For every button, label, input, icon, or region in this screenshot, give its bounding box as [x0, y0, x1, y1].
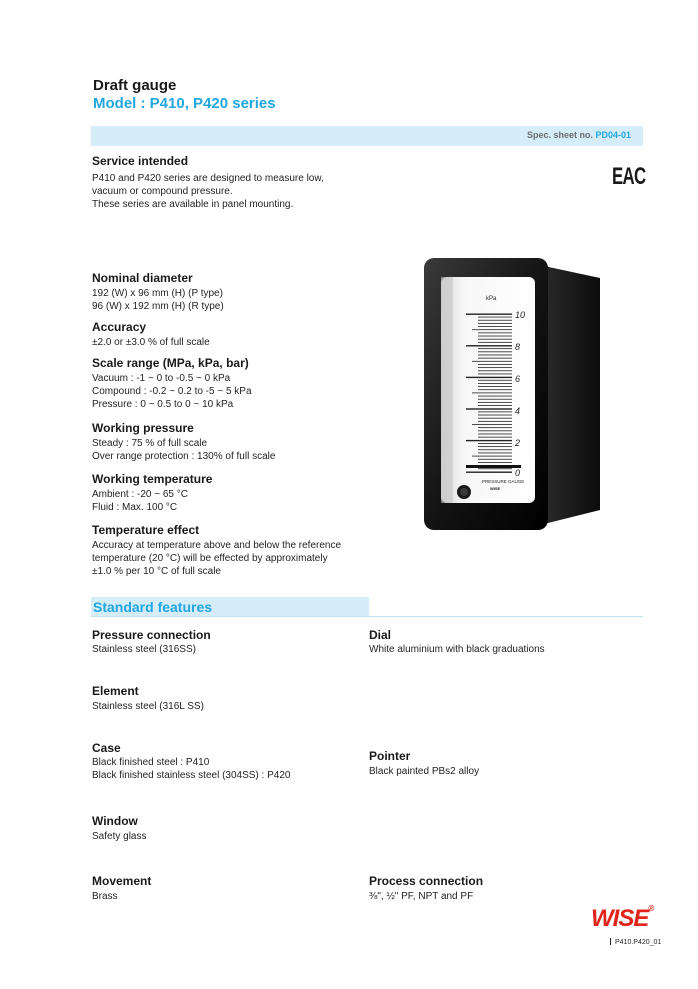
working-pressure-heading: Working pressure: [92, 421, 194, 435]
pressure-connection-text: [92, 643, 196, 656]
spec-sheet-code: PD04-01: [595, 130, 631, 140]
spec-line: Over range protection : 130% of full scale: [92, 451, 276, 462]
feature-line: Black finished stainless steel (304SS) : P420: [92, 770, 291, 781]
scale-tick: [478, 453, 512, 454]
scale-tick: [478, 443, 512, 444]
spec-line: 96 (W) x 192 mm (H) (R type): [92, 301, 224, 312]
scale-tick: [472, 456, 512, 457]
scale-tick: [478, 339, 512, 340]
dial-brand: WISE: [490, 486, 501, 491]
spec-line: Compound : -0.2 ~ 0.2 to -5 ~ 5 kPa: [92, 386, 252, 397]
feature-line: ⅜", ½" PF, NPT and PF: [369, 891, 474, 902]
scale-tick: [472, 329, 512, 330]
wise-logo: [591, 905, 653, 933]
scale-tick: [478, 462, 512, 463]
temperature-effect-heading: Temperature effect: [92, 523, 200, 537]
scale-tick: [478, 351, 512, 352]
scale-tick: [478, 402, 512, 403]
nominal-diameter-text: [92, 287, 224, 313]
standard-features-divider: [91, 616, 643, 617]
movement-text: [92, 890, 118, 903]
service-line: P410 and P420 series are designed to measure low,: [92, 173, 324, 184]
spec-line: Pressure : 0 ~ 0.5 to 0 ~ 10 kPa: [92, 399, 234, 410]
pressure-connection-heading: Pressure connection: [92, 628, 211, 642]
draft-gauge-product-image: [424, 258, 602, 530]
process-connection-text: [369, 890, 473, 903]
scale-tick: [466, 377, 512, 378]
case-side: [544, 266, 600, 524]
scale-tick: [478, 332, 512, 333]
service-line: These series are available in panel mounting.: [92, 199, 294, 210]
scale-tick: [478, 459, 512, 460]
model-title: Model : P410, P420 series: [93, 95, 276, 112]
nominal-diameter-heading: Nominal diameter: [92, 271, 193, 285]
pointer-heading: Pointer: [369, 749, 411, 763]
element-text: [92, 700, 204, 713]
scale-tick: [478, 415, 512, 416]
window-text: [92, 830, 146, 843]
scale-tick: [478, 389, 512, 390]
spec-line: Steady : 75 % of full scale: [92, 438, 208, 449]
standard-features-title: Standard features: [93, 599, 213, 615]
scale-tick: [478, 386, 512, 387]
working-temperature-text: [92, 488, 188, 514]
spec-sheet-number: [527, 130, 631, 140]
scale-tick: [466, 440, 512, 441]
spec-line: temperature (20 °C) will be effected by approximately: [92, 553, 328, 564]
scale-tick: [478, 336, 512, 337]
working-pressure-text: [92, 437, 275, 463]
spec-sheet-label: Spec. sheet no.: [526, 130, 596, 140]
dial-text: PRESSURE GAUGE: [482, 479, 525, 484]
feature-line: Brass: [92, 891, 118, 902]
scale-tick: [478, 405, 512, 406]
gauge-unit-label: kPa: [486, 296, 497, 302]
scale-tick: [478, 364, 512, 365]
scale-tick: [478, 370, 512, 371]
logo-text: WISE: [591, 905, 649, 932]
pointer-text: [369, 765, 479, 778]
case-text: [92, 756, 290, 782]
registered-mark: ®: [648, 904, 654, 913]
scale-range-heading: Scale range (MPa, kPa, bar): [92, 356, 249, 370]
spec-line: ±2.0 or ±3.0 % of full scale: [92, 337, 210, 348]
scale-label: 2: [515, 438, 521, 448]
accuracy-heading: Accuracy: [92, 320, 147, 334]
feature-line: White aluminium with black graduations: [369, 644, 545, 655]
temperature-effect-text: [92, 539, 341, 578]
scale-label: 6: [515, 374, 521, 384]
scale-tick: [478, 446, 512, 447]
scale-label: 8: [515, 342, 521, 352]
scale-tick: [466, 345, 512, 346]
spec-line: Fluid : Max. 100 °C: [92, 502, 178, 513]
gauge-pointer: [466, 465, 521, 468]
scale-tick: [478, 320, 512, 321]
scale-tick: [478, 358, 512, 359]
scale-tick: [478, 449, 512, 450]
scale-tick: [478, 437, 512, 438]
scale-label: 0: [515, 468, 521, 478]
scale-tick: [478, 367, 512, 368]
spec-line: 192 (W) x 96 mm (H) (P type): [92, 288, 223, 299]
scale-tick: [478, 326, 512, 327]
scale-tick: [466, 408, 512, 409]
scale-tick: [478, 411, 512, 412]
scale-tick: [472, 424, 512, 425]
dial-heading: Dial: [369, 628, 392, 642]
document-title: Draft gauge: [93, 77, 177, 94]
spec-sheet-bar: [91, 126, 643, 146]
scale-tick: [472, 393, 512, 394]
feature-line: Black painted PBs2 alloy: [369, 766, 480, 777]
scale-tick: [478, 421, 512, 422]
service-line: vacuum or compound pressure.: [92, 186, 233, 197]
dial-description: [369, 643, 545, 656]
scale-tick: [478, 342, 512, 343]
scale-tick: [478, 374, 512, 375]
scale-tick: [478, 383, 512, 384]
feature-line: Stainless steel (316L SS): [92, 701, 204, 712]
scale-tick: [478, 418, 512, 419]
document-code: P410.P420_01: [610, 938, 661, 946]
scale-tick: [472, 361, 512, 362]
scale-tick: [478, 355, 512, 356]
feature-line: Stainless steel (316SS): [92, 644, 196, 655]
spec-line: Vacuum : -1 ~ 0 to -0.5 ~ 0 kPa: [92, 373, 231, 384]
spec-line: Ambient : -20 ~ 65 °C: [92, 489, 188, 500]
dial-shadow: [441, 277, 453, 503]
service-description: [92, 172, 324, 211]
scale-tick: [466, 314, 512, 315]
element-heading: Element: [92, 684, 139, 698]
scale-tick: [478, 323, 512, 324]
scale-tick: [478, 427, 512, 428]
scale-tick: [478, 468, 512, 469]
scale-label: 10: [515, 310, 526, 320]
case-heading: Case: [92, 741, 121, 755]
feature-line: Safety glass: [92, 831, 147, 842]
standard-features-bar: [91, 597, 369, 617]
eac-certification-mark: EAC: [612, 163, 646, 190]
scale-tick: [466, 472, 512, 473]
scale-tick: [478, 399, 512, 400]
window-heading: Window: [92, 814, 138, 828]
scale-range-text: [92, 372, 252, 411]
movement-heading: Movement: [92, 874, 152, 888]
scale-tick: [478, 317, 512, 318]
feature-line: Black finished steel : P410: [92, 757, 210, 768]
accuracy-text: [92, 336, 210, 349]
process-connection-heading: Process connection: [369, 874, 484, 888]
scale-tick: [478, 430, 512, 431]
zero-adjust-knob-center: [460, 488, 468, 496]
scale-tick: [478, 348, 512, 349]
spec-line: Accuracy at temperature above and below the reference: [92, 540, 342, 551]
spec-line: ±1.0 % per 10 °C of full scale: [92, 566, 221, 577]
scale-tick: [478, 380, 512, 381]
working-temperature-heading: Working temperature: [92, 472, 213, 486]
scale-tick: [478, 396, 512, 397]
service-heading: Service intended: [92, 154, 189, 168]
scale-tick: [478, 434, 512, 435]
scale-label: 4: [515, 406, 521, 416]
